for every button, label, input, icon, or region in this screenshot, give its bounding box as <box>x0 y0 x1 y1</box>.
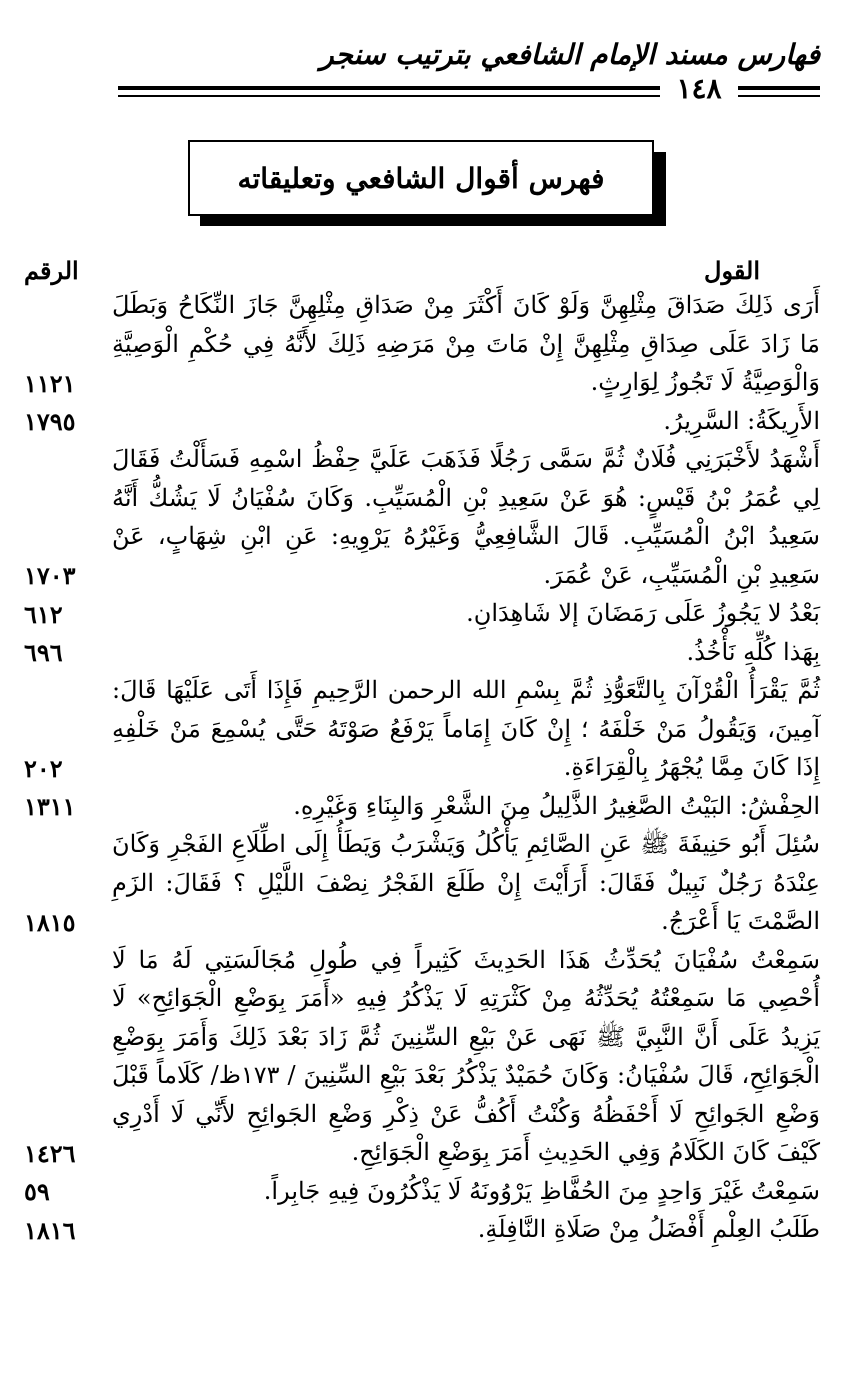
entry-text: سُئِلَ أَبُو حَنِيفَةَ ﷺ عَنِ الصَّائِمِ يَأْكُلُ وَيَشْرَبُ وَيَطَأُ إِلَى اطِّلَاعِ الفَجْرِ وَكَانَ عِنْدَهُ رَجُلٌ نَبِيلٌ فَقَالَ: أَرَأَيْتَ إِنْ طَلَعَ الفَجْرُ نِصْفَ اللَّيْلِ ؟ فَقَالَ: الزَمِ الصَّمْتَ يَا أَعْرَجُ. <box>112 830 820 935</box>
entry-number: ١١٢١ <box>24 368 76 398</box>
index-entry <box>24 941 820 1172</box>
entry-number: ١٧٠٣ <box>24 561 76 590</box>
entry-number: ٢٠٢ <box>24 753 63 783</box>
entry-number: ١٣١١ <box>24 792 76 821</box>
entry-number: ٥٩ <box>24 1177 50 1206</box>
entry-text: بِهَذا كُلِّهِ نَأْخُذُ. <box>686 637 820 666</box>
entry-text: سَمِعْتُ سُفْيَانَ يُحَدِّثُ هَذَا الحَدِيثَ كَثِيراً فِي طُولِ مُجَالَسَتِي لَهُ مَا لَا أُحْصِي مَا سَمِعْتُهُ يُحَدِّثُهُ مِنْ كَثْرَتِهِ لَا يَذْكُرُ فِيهِ «أَمَرَ بِوَضْعِ الْجَوَائِحِ» لَا يَزِيدُ عَلَى أَنَّ النَّبِيَّ ﷺ نَهَى عَنْ بَيْعِ السِّنِينَ ثُمَّ زَادَ بَعْدَ ذَلِكَ وَأَمَرَ بِوَضْعِ الْجَوَائِحِ، قَالَ سُفْيَانُ: وَكَانَ حُمَيْدٌ يَذْكُرُ بَعْدَ بَيْعِ السِّنِينَ / ١٧٣ظ/ كَلَاماً قَبْلَ وَضْعِ الجَوائِحِ لَا أَحْفَظُهُ وَكُنْتُ أَكُفُّ عَنْ ذِكْرِ وَضْعِ الجَوائِحِ لأَنِّي لَا أَدْرِي كَيْفَ كَانَ الكَلَامُ وَفِي الحَدِيثِ أَمَرَ بِوَضْعِ الْجَوَائِحِ. <box>112 945 820 1166</box>
entry-text: أَرَى ذَلِكَ صَدَاقَ مِثْلِهِنَّ وَلَوْ كَانَ أَكْثَرَ مِنْ صَدَاقِ مِثْلِهِنَّ جَازَ النِّكَاحُ وَبَطَلَ مَا زَادَ عَلَى صِدَاقِ مِثْلِهِنَّ إِنْ مَاتَ مِنْ مَرَضِهِ ذَلِكَ لأَنَّهُ فِي حُكْمِ الْوَصِيَّةِ وَالْوَصِيَّةُ لَا تَجُوزُ لِوَارِثٍ. <box>112 291 820 396</box>
column-header-saying: القول <box>704 256 760 285</box>
entry-text: أَشْهَدُ لأَخْبَرَنِي فُلَانٌ ثُمَّ سَمَّى رَجُلًا فَذَهَبَ عَلَيَّ حِفْظُ اسْمِهِ فَسَأَلْتُ فَقَالَ لِي عُمَرُ بْنُ قَيْسٍ: هُوَ عَنْ سَعِيدِ بْنِ الْمُسَيِّبِ. وَكَانَ سُفْيَانُ لَا يَشُكُّ أَنَّهُ سَعِيدُ ابْنُ الْمُسَيِّبِ. قَالَ الشَّافِعِيُّ وَغَيْرُهُ يَرْوِيهِ: عَنِ ابْنِ شِهَابٍ، عَنْ سَعِيدِ بْنِ الْمُسَيِّبِ، عَنْ عُمَرَ. <box>112 445 821 589</box>
entry-text: سَمِعْتُ غَيْرَ وَاحِدٍ مِنَ الحُفَّاظِ يَرْوُونَهُ لَا يَذْكُرُونَ فِيهِ جَابِراً. <box>263 1176 820 1205</box>
index-entry <box>24 594 820 633</box>
index-entry <box>24 787 820 826</box>
entry-number: ١٨١٦ <box>24 1215 76 1245</box>
entry-text: طَلَبُ العِلْمِ أَفْضَلُ مِنْ صَلَاةِ النَّافِلَةِ. <box>477 1215 820 1243</box>
index-entry <box>24 1210 820 1249</box>
index-entry <box>24 825 820 941</box>
header-rule-left <box>118 86 660 97</box>
index-entry <box>24 440 820 594</box>
index-entry <box>24 671 820 787</box>
entry-text: الأَرِيكَةُ: السَّرِيرُ. <box>663 406 820 435</box>
entry-number: ١٨١٥ <box>24 907 76 937</box>
index-entries <box>24 286 820 1249</box>
header-rule-right <box>738 86 820 97</box>
entry-number: ١٤٢٦ <box>24 1138 76 1168</box>
section-title: فهرس أقوال الشافعي وتعليقاته <box>188 140 654 216</box>
index-entry <box>24 286 820 402</box>
entry-text: الحِفْشُ: البَيْتُ الصَّغِيرُ الذَّلِيلُ مِنَ الشَّعْرِ وَالبِنَاءِ وَغَيْرِهِ. <box>293 791 820 820</box>
entry-number: ٦٩٦ <box>24 638 63 667</box>
entry-text: بَعْدُ لا يَجُوزُ عَلَى رَمَضَانَ إلا شَاهِدَانِ. <box>466 599 820 627</box>
entry-number: ١٧٩٥ <box>24 407 76 436</box>
page-number: ١٤٨ <box>676 72 722 105</box>
index-entry <box>24 1172 820 1211</box>
column-header-number: الرقم <box>24 256 79 285</box>
index-entry <box>24 633 820 672</box>
entry-number: ٦١٢ <box>24 599 63 629</box>
running-header: فهارس مسند الإمام الشافعي بترتيب سنجر <box>320 38 820 71</box>
entry-text: ثُمَّ يَقْرَأُ الْقُرْآنَ بِالتَّعَوُّذِ ثُمَّ بِسْمِ الله الرحمن الرَّحِيمِ فَإِذَا أَتَى عَلَيْهَا قَالَ: آمِينَ، وَيَقُولُ مَنْ خَلْفَهُ ؛ إِنْ كَانَ إِمَاماً يَرْفَعُ صَوْتَهُ حَتَّى يُسْمِعَ مَنْ خَلْفِهِ إِذَا كَانَ مِمَّا يُجْهَرُ بِالْقِرَاءَةِ. <box>112 676 820 781</box>
index-entry <box>24 402 820 441</box>
